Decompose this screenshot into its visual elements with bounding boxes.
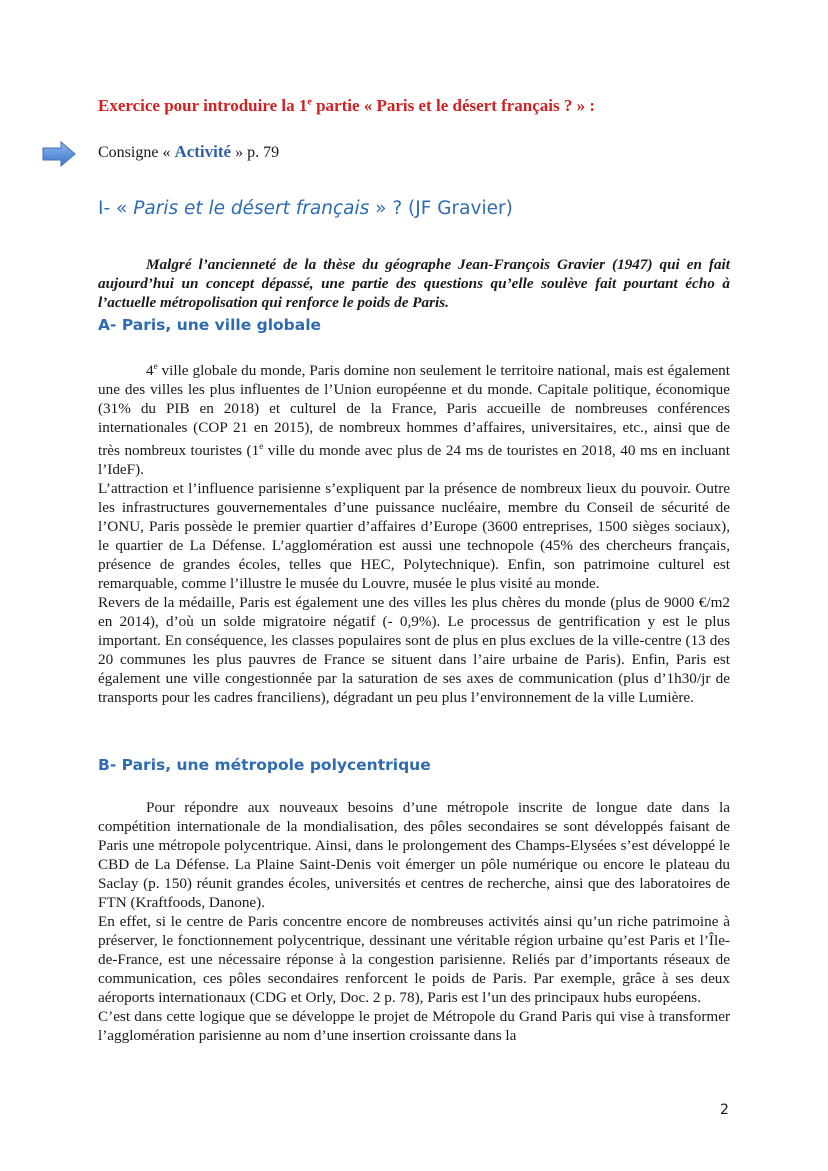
section-a-paragraph-3: Revers de la médaille, Paris est également une des villes les plus chères du monde (plus de 9000 €/m2 en 2014), d’où un solde migratoire négatif (- 0,9%). Le processus de gentrification y est le plus important. En conséquence, les classes populaires sont de plus en plus exclues de la ville-centre (13 des 20 communes les plus pauvres de France se situent dans l’aire urbaine de Paris). Enfin, Paris est également une ville congestionnée par la saturation de ses axes de communication (plus d’1h30/jr de transports pour les cadres franciliens), dégradant un peu plus l’environnement de la ville Lumière. [98, 594, 730, 707]
section-1-heading: I- « Paris et le désert français » ? (JF Gravier) [98, 198, 513, 219]
section-a-paragraph-2: L’attraction et l’influence parisienne s’expliquent par la présence de nombreux lieux du pouvoir. Outre les infrastructures gouvernementales d’une puissance nucléaire, membre du Conseil de sécurité de l’ONU, Paris possède le premier quartier d’affaires d’Europe (3600 entreprises, 1500 sièges sociaux), le quartier de La Défense. L’agglomération est aussi une technopole (45% des chercheurs français, présence de grandes écoles, telles que HEC, Polytechnique). Enfin, son patrimoine culturel est remarquable, comme l’illustre le musée du Louvre, musée le plus visité au monde. [98, 480, 730, 593]
activite-label: Activité [174, 142, 232, 161]
section-b-body [98, 798, 730, 1045]
section-b-paragraph-3: C’est dans cette logique que se développe le projet de Métropole du Grand Paris qui vise à transformer l’agglomération parisienne au nom d’une insertion croissante dans la [98, 1008, 730, 1044]
section-b-paragraph-2: En effet, si le centre de Paris concentre encore de nombreuses activités ainsi qu’un riche patrimoine à préserver, le fonctionnement polycentrique, dessinant une véritable région urbaine qu’est Paris et l’Île-de-France, est une nécessaire réponse à la congestion parisienne. Reliés par d’importants réseaux de communication, ces pôles secondaires renforcent le poids de Paris. Par exemple, grâce à ses deux aéroports internationaux (CDG et Orly, Doc. 2 p. 78), Paris est l’un des principaux hubs européens. [98, 913, 730, 1006]
consigne-line: Consigne « Activité » p. 79 [98, 142, 280, 161]
section-a-paragraph-1: 4e ville globale du monde, Paris domine non seulement le territoire national, mais est également une des villes les plus influentes de l’Union européenne et du monde. Capitale politique, économique (31% du PIB en 2018) et culturel de la France, Paris accueille de nombreuses conférences internationales (COP 21 en 2015), de nombreux hommes d’affaires, universitaires, etc., ainsi que de très nombreux touristes (1e ville du monde avec plus de 24 ms de touristes en 2018, 40 ms en incluant l’IdeF). [98, 361, 730, 479]
section-b-paragraph-1: Pour répondre aux nouveaux besoins d’une métropole inscrite de longue date dans la compétition internationale de la mondialisation, des pôles secondaires se sont développés faisant de Paris une métropole polycentrique. Ainsi, dans le prolongement des Champs-Elysées s’est développé le CBD de La Défense. La Plaine Saint-Denis voit émerger un pôle numérique ou encore le plateau du Saclay (p. 150) réunit grandes écoles, universités et centres de recherche, ainsi que des laboratoires de FTN (Kraftfoods, Danone). [98, 799, 730, 911]
page-number: 2 [720, 1102, 729, 1118]
section-b-heading: B- Paris, une métropole polycentrique [98, 756, 431, 774]
exercise-title: Exercice pour introduire la 1e partie « Paris et le désert français ? » : [98, 96, 596, 115]
section-a-body [98, 357, 730, 707]
section-a-heading: A- Paris, une ville globale [98, 316, 322, 334]
arrow-right-icon [42, 141, 76, 167]
section-1-intro: Malgré l’ancienneté de la thèse du géographe Jean-François Gravier (1947) qui en fait aujourd’hui un concept dépassé, une partie des questions qu’elle soulève fait pourtant écho à l’actuelle métropolisation qui renforce le poids de Paris. [98, 256, 730, 312]
